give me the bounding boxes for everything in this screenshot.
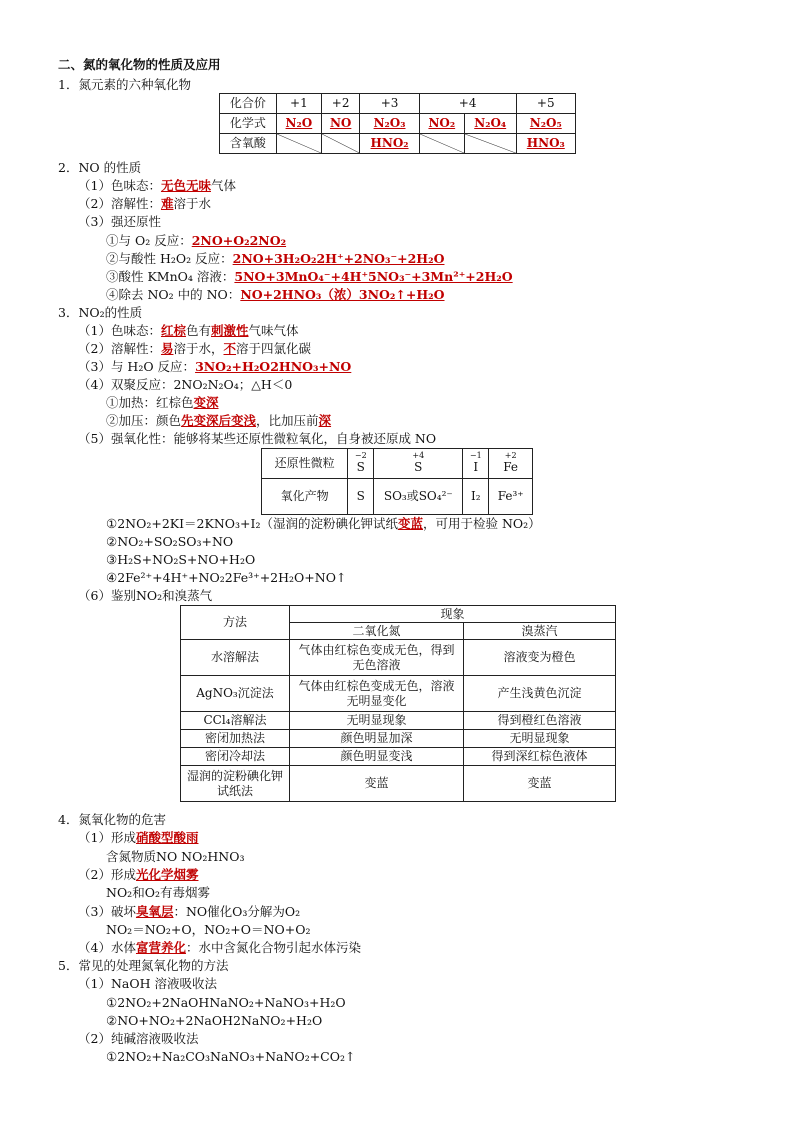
s4-line3b: NO₂＝NO₂+O，NO₂+O＝NO+O₂: [106, 922, 311, 937]
no2-cell: 变蓝: [290, 766, 464, 802]
product-cell: Fe³⁺: [489, 479, 533, 515]
answer: 硝酸型酸雨: [135, 830, 199, 845]
s5-line1: （1）NaOH 溶液吸收法: [78, 976, 217, 991]
answer: 臭氧层: [135, 904, 174, 919]
product-cell: I₂: [463, 479, 489, 515]
oxides-table: [219, 93, 576, 154]
row-header-reductant: 还原性微粒: [262, 449, 348, 479]
valence-cell: +2: [321, 94, 359, 114]
s5-line1b: ②NO+NO₂+2NaOH2NaNO₂+H₂O: [106, 1013, 323, 1028]
no2-cell: 颜色明显加深: [290, 730, 464, 748]
answer: NO+2HNO₃（浓）3NO₂↑+H₂O: [240, 287, 445, 302]
answer: 深: [318, 413, 332, 428]
bromine-cell: 得到橙红色溶液: [464, 712, 616, 730]
label: （1）色味态：: [78, 323, 161, 338]
bromine-cell: 变蓝: [464, 766, 616, 802]
label: （2）溶解性：: [78, 196, 161, 211]
valence-mark: +2: [504, 451, 517, 460]
empty-diagonal-cell: [321, 134, 359, 154]
phenomenon-header: 现象: [290, 606, 616, 623]
method-cell: 水溶解法: [181, 640, 290, 676]
answer: 难: [160, 196, 174, 211]
label: ②与酸性 H₂O₂ 反应：: [106, 251, 233, 266]
s4-line2: [78, 867, 198, 883]
col-header-no2: 二氧化氮: [290, 623, 464, 640]
label: （4）水体: [78, 940, 136, 955]
answer: 无色无味: [160, 178, 211, 193]
formula-cell: N₂O₄: [464, 114, 516, 134]
symbol: I: [473, 460, 479, 474]
symbol: Fe: [503, 460, 519, 474]
reductant-cell: [348, 449, 374, 479]
answer: 易: [160, 341, 174, 356]
row-header-acid: 含氧酸: [220, 134, 277, 154]
method-cell: 湿润的淀粉碘化钾试纸法: [181, 766, 290, 802]
answer: 富营养化: [135, 940, 186, 955]
row-header-valence: 化合价: [220, 94, 277, 114]
answer: 变蓝: [397, 516, 423, 531]
label: ：NO催化O₃分解为O₂: [173, 904, 301, 919]
label: （3）与 H₂O 反应：: [78, 359, 196, 374]
label: （2）形成: [78, 867, 136, 882]
s2-line2: [78, 196, 211, 212]
answer: 3NO₂+H₂O2HNO₃+NO: [195, 359, 352, 374]
label: ①2NO₂+2KI＝2KNO₃+I₂（湿润的淀粉碘化钾试纸: [106, 516, 398, 531]
s2-reaction3: [106, 269, 513, 285]
reductant-cell: [463, 449, 489, 479]
s3-line2: [78, 341, 311, 357]
s4-title: 4．氮氧化物的危害: [58, 812, 166, 827]
s5-line1a: ①2NO₂+2NaOHNaNO₂+NaNO₃+H₂O: [106, 995, 346, 1010]
s5-title: 5．常见的处理氮氧化物的方法: [58, 958, 229, 973]
empty-diagonal-cell: [276, 134, 321, 154]
formula-cell: NO₂: [419, 114, 464, 134]
label: ①加热：红棕色: [106, 395, 194, 410]
label: 色有: [185, 323, 211, 338]
label: 溶于水: [173, 196, 211, 211]
answer: 先变深后变浅: [181, 413, 257, 428]
s3-line1: [78, 323, 299, 339]
label: （2）溶解性：: [78, 341, 161, 356]
valence-cell: +4: [419, 94, 516, 114]
s3-line3: [78, 359, 351, 375]
answer: 2NO+O₂2NO₂: [191, 233, 287, 248]
label: 溶于水，: [173, 341, 224, 356]
label: （1）形成: [78, 830, 136, 845]
formula-cell: NO: [321, 114, 359, 134]
label: ，可用于检验 NO₂）: [422, 516, 541, 531]
s3-ox2: ②NO₂+SO₂SO₃+NO: [106, 534, 234, 549]
label: ④除去 NO₂ 中的 NO：: [106, 287, 241, 302]
label: 气味气体: [248, 323, 299, 338]
label: ③酸性 KMnO₄ 溶液：: [106, 269, 235, 284]
s3-line5: （5）强氧化性：能够将某些还原性微粒氧化，自身被还原成 NO: [78, 431, 437, 446]
method-cell: 密闭冷却法: [181, 748, 290, 766]
valence-cell: +3: [360, 94, 419, 114]
reductant-cell: [489, 449, 533, 479]
product-cell: SO₃或SO₄²⁻: [374, 479, 463, 515]
label: ：水中含氮化合物引起水体污染: [185, 940, 361, 955]
method-cell: CCl₄溶解法: [181, 712, 290, 730]
s4-line4: [78, 940, 361, 956]
method-cell: 密闭加热法: [181, 730, 290, 748]
s2-line1: [78, 178, 236, 194]
s5-line2a: ①2NO₂+Na₂CO₃NaNO₃+NaNO₂+CO₂↑: [106, 1049, 356, 1064]
valence-mark: −2: [354, 451, 367, 460]
s2-reaction2: [106, 251, 444, 267]
row-header-formula: 化学式: [220, 114, 277, 134]
symbol: S: [414, 460, 423, 474]
bromine-cell: 产生浅黄色沉淀: [464, 676, 616, 712]
s4-line3: [78, 904, 300, 920]
answer: 红棕: [160, 323, 186, 338]
valence-cell: +5: [516, 94, 575, 114]
answer: 2NO+3H₂O₂2H⁺+2NO₃⁻+2H₂O: [232, 251, 445, 266]
label: ，比加压前: [256, 413, 319, 428]
s3-ox4: ④2Fe²⁺+4H⁺+NO₂2Fe³⁺+2H₂O+NO↑: [106, 570, 347, 585]
empty-diagonal-cell: [464, 134, 516, 154]
acid-cell: HNO₂: [360, 134, 419, 154]
s2-line3: （3）强还原性: [78, 214, 161, 229]
symbol: S: [356, 460, 365, 474]
valence-cell: +1: [276, 94, 321, 114]
s3-ox3: ③H₂S+NO₂S+NO+H₂O: [106, 552, 256, 567]
valence-mark: −1: [469, 451, 482, 460]
answer: 变深: [193, 395, 219, 410]
label: （3）破坏: [78, 904, 136, 919]
identification-table: [180, 605, 616, 802]
formula-cell: N₂O: [276, 114, 321, 134]
s3-line4a: [106, 395, 219, 411]
s2-reaction4: [106, 287, 445, 303]
s3-ox1: [106, 516, 541, 532]
answer: 刺激性: [211, 323, 249, 338]
method-header: 方法: [181, 606, 290, 640]
bromine-cell: 得到深红棕色液体: [464, 748, 616, 766]
label: ②加压：颜色: [106, 413, 182, 428]
label: 溶于四氯化碳: [236, 341, 312, 356]
method-cell: AgNO₃沉淀法: [181, 676, 290, 712]
s5-line2: （2）纯碱溶液吸收法: [78, 1031, 199, 1046]
no2-cell: 气体由红棕色变成无色，得到无色溶液: [290, 640, 464, 676]
s3-line6: （6）鉴别NO₂和溴蒸气: [78, 588, 213, 603]
bromine-cell: 溶液变为橙色: [464, 640, 616, 676]
label: （1）色味态：: [78, 178, 161, 193]
reductant-cell: [374, 449, 463, 479]
answer: 光化学烟雾: [135, 867, 199, 882]
s3-line4b: [106, 413, 331, 429]
redox-table: [261, 448, 533, 515]
acid-cell: HNO₃: [516, 134, 575, 154]
valence-mark: +4: [412, 451, 425, 460]
section-title: 二、氮的氧化物的性质及应用: [58, 57, 221, 72]
empty-diagonal-cell: [419, 134, 464, 154]
product-cell: S: [348, 479, 374, 515]
col-header-bromine: 溴蒸汽: [464, 623, 616, 640]
s2-title: 2．NO 的性质: [58, 160, 142, 175]
answer: 5NO+3MnO₄⁻+4H⁺5NO₃⁻+3Mn²⁺+2H₂O: [234, 269, 513, 284]
s2-reaction1: [106, 233, 286, 249]
s4-line2b: NO₂和O₂有毒烟雾: [106, 885, 210, 900]
row-header-product: 氧化产物: [262, 479, 348, 515]
s4-line1: [78, 830, 198, 846]
s3-title: 3．NO₂的性质: [58, 305, 143, 320]
label: ①与 O₂ 反应：: [106, 233, 192, 248]
formula-cell: N₂O₅: [516, 114, 575, 134]
no2-cell: 颜色明显变浅: [290, 748, 464, 766]
s1-title: 1．氮元素的六种氧化物: [58, 77, 191, 92]
label: 气体: [210, 178, 236, 193]
formula-cell: N₂O₃: [360, 114, 419, 134]
s3-line4: （4）双聚反应：2NO₂N₂O₄；△H＜0: [78, 377, 293, 392]
bromine-cell: 无明显现象: [464, 730, 616, 748]
answer: 不: [223, 341, 237, 356]
no2-cell: 无明显现象: [290, 712, 464, 730]
no2-cell: 气体由红棕色变成无色，溶液无明显变化: [290, 676, 464, 712]
s4-line1b: 含氮物质NO NO₂HNO₃: [106, 849, 245, 864]
